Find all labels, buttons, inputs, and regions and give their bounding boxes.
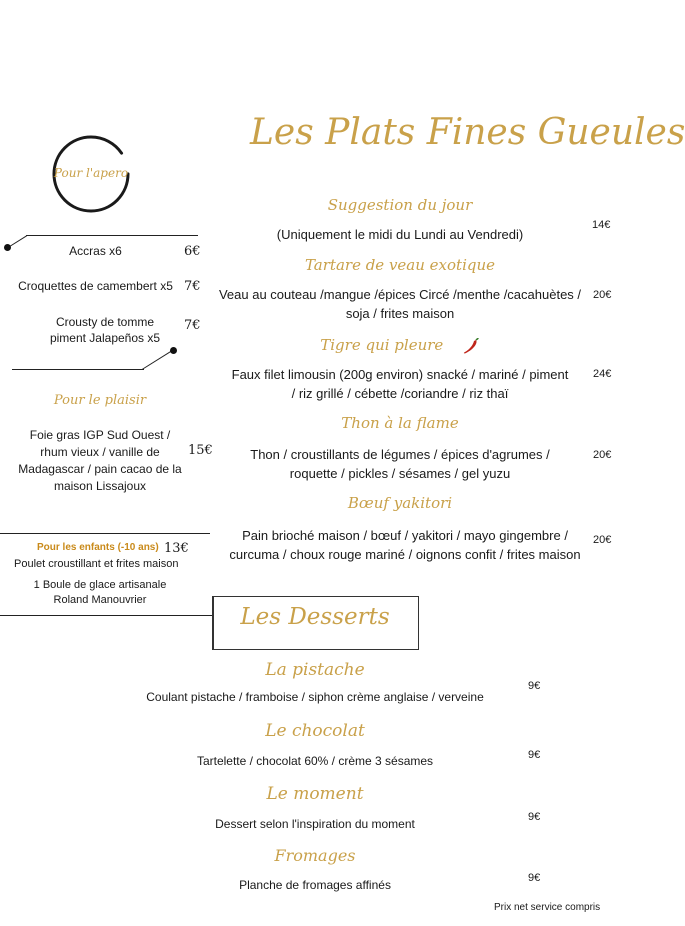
apero-item-price: 7€ — [184, 279, 201, 294]
dish-price: 20€ — [593, 534, 612, 546]
apero-title: Pour l'apero — [53, 166, 129, 180]
enfants-title: Pour les enfants (-10 ans) — [37, 542, 159, 553]
dessert-description: Dessert selon l'inspiration du moment — [215, 817, 415, 831]
dessert-name: Le chocolat — [265, 721, 365, 741]
dish-price: 20€ — [593, 449, 612, 461]
bullet-dot-icon — [170, 347, 177, 354]
dish-name: Tigre qui pleure — [320, 336, 444, 354]
apero-item-label: Croquettes de camembert x5 — [18, 279, 173, 293]
desserts-title: Les Desserts — [240, 604, 390, 630]
page-title: Les Plats Fines Gueules — [250, 112, 685, 153]
dessert-name: La pistache — [265, 660, 365, 680]
dish-description: Veau au couteau /mangue /épices Circé /menthe /cacahuètes / soja / frites maison — [218, 287, 582, 321]
divider-line — [142, 351, 171, 370]
chili-pepper-icon — [462, 337, 480, 355]
apero-item-price: 6€ — [184, 244, 201, 259]
dessert-price: 9€ — [528, 680, 541, 692]
enfants-line: 1 Boule de glace artisanale Roland Manouvrier — [33, 579, 167, 606]
dish-name: Thon à la flame — [341, 414, 459, 432]
dish-description: Faux filet limousin (200g environ) snacké / mariné / piment / riz grillé / cébette /coriandre / riz thaï — [231, 367, 569, 401]
enfants-price: 13€ — [164, 541, 189, 556]
divider-line — [12, 369, 144, 370]
dessert-name: Fromages — [274, 846, 356, 865]
plaisir-description: Foie gras IGP Sud Ouest / rhum vieux / vanille de Madagascar / pain cacao de la maison Lissajoux — [18, 428, 182, 493]
apero-item-price: 7€ — [184, 318, 201, 333]
dish-name: Tartare de veau exotique — [304, 256, 496, 274]
dessert-price: 9€ — [528, 872, 541, 884]
plaisir-price: 15€ — [188, 443, 213, 458]
dessert-description: Planche de fromages affinés — [239, 878, 391, 892]
apero-item-label: Crousty de tomme piment Jalapeños x5 — [49, 315, 161, 345]
footer-note: Prix net service compris — [494, 902, 601, 913]
enfants-line: Poulet croustillant et frites maison — [14, 558, 179, 570]
dessert-description: Tartelette / chocolat 60% / crème 3 sésames — [196, 754, 434, 768]
dish-description: Pain brioché maison / bœuf / yakitori / mayo gingembre / curcuma / choux rouge mariné / oignons confit / frites maison — [229, 528, 581, 562]
divider-line — [0, 615, 212, 616]
plaisir-title: Pour le plaisir — [53, 393, 147, 408]
apero-item-label: Accras x6 — [69, 244, 122, 258]
dish-description: Thon / croustillants de légumes / épices d'agrumes / roquette / pickles / sésames / gel yuzu — [250, 447, 550, 481]
divider-line — [0, 533, 210, 534]
dessert-price: 9€ — [528, 811, 541, 823]
dish-name: Suggestion du jour — [327, 196, 473, 214]
dish-description: (Uniquement le midi du Lundi au Vendredi) — [276, 227, 524, 242]
dessert-description: Coulant pistache / framboise / siphon crème anglaise / verveine — [146, 690, 484, 704]
dish-price: 14€ — [592, 219, 611, 231]
dish-name: Bœuf yakitori — [347, 494, 453, 512]
dessert-name: Le moment — [266, 784, 364, 804]
divider-line — [26, 235, 198, 236]
dish-heading — [230, 336, 570, 355]
dessert-price: 9€ — [528, 749, 541, 761]
dish-price: 24€ — [593, 368, 612, 380]
dish-price: 20€ — [593, 289, 612, 301]
